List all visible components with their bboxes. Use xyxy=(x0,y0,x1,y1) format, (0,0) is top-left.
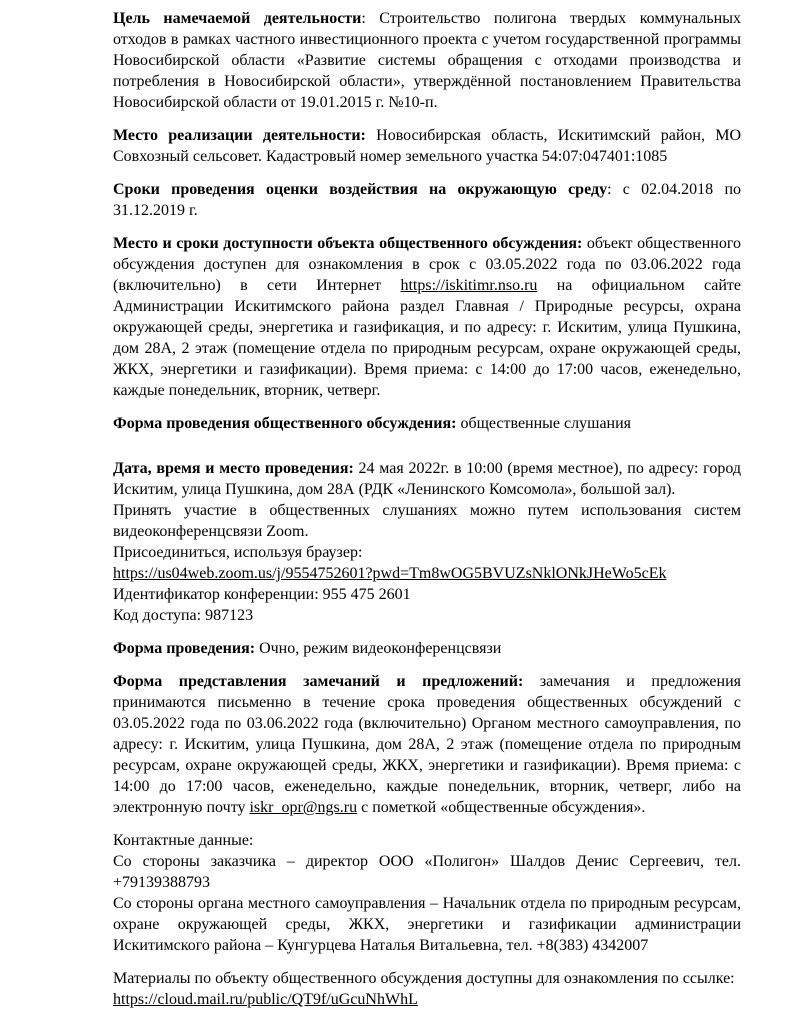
availability-label: Место и сроки доступности объекта общественного обсуждения: xyxy=(113,235,583,252)
location-text: Новосибирская область, Искитимский район, МО Совхозный сельсовет. Кадастровый номер земельного участка 54:07:047401:1085 xyxy=(113,127,741,165)
event-date-line xyxy=(113,458,741,500)
contacts-heading: Контактные данные: xyxy=(113,832,254,849)
paragraph-purpose xyxy=(113,8,741,113)
paragraph-discussion-format xyxy=(113,413,741,434)
location-label: Место реализации деятельности: xyxy=(113,127,366,144)
paragraph-event xyxy=(113,458,741,626)
event-join-prompt: Присоединиться, используя браузер: xyxy=(113,544,363,561)
contacts-authority: Со стороны органа местного самоуправления – Начальник отдела по природным ресурсам, охране окружающей среды, ЖКХ, энергетики и газификации администрации Искитимского района – Кунгурцева Наталья Витальевна, тел. +8(383) 4342007 xyxy=(113,895,741,954)
event-date-text: 24 мая 2022г. в 10:00 (время местное), по адресу: город Искитим, улица Пушкина, дом 28А (РДК «Ленинского Комсомола», большой зал). xyxy=(113,460,742,498)
paragraph-feedback xyxy=(113,671,741,818)
assessment-period-text: : с 02.04.2018 по 31.12.2019 г. xyxy=(113,181,742,219)
zoom-meeting-link[interactable]: https://us04web.zoom.us/j/9554752601?pwd=Tm8wOG5BVUZsNklONkJHeWo5cEk xyxy=(113,565,667,582)
iskitimr-site-link[interactable]: https://iskitimr.nso.ru xyxy=(400,277,538,294)
event-access-code: Код доступа: 987123 xyxy=(113,607,254,624)
paragraph-materials xyxy=(113,968,741,1010)
event-zoom-link-line xyxy=(113,563,741,584)
discussion-format-text: общественные слушания xyxy=(456,415,632,432)
feedback-label: Форма представления замечаний и предложений: xyxy=(113,673,524,690)
materials-text: Материалы по объекту общественного обсуждения доступны для ознакомления по ссылке: xyxy=(113,970,735,987)
paragraph-mode xyxy=(113,638,741,659)
feedback-email-link[interactable]: iskr_opr@ngs.ru xyxy=(249,799,358,816)
assessment-period-label: Сроки проведения оценки воздействия на окружающую среду xyxy=(113,181,608,198)
contacts-customer: Со стороны заказчика – директор ООО «Полигон» Шалдов Денис Сергеевич, тел. +79139388793 xyxy=(113,853,741,891)
event-conference-id: Идентификатор конференции: 955 475 2601 xyxy=(113,586,411,603)
paragraph-availability xyxy=(113,233,741,401)
purpose-label: Цель намечаемой деятельности xyxy=(113,10,362,27)
mode-text: Очно, режим видеоконференцсвязи xyxy=(255,640,502,657)
discussion-format-label: Форма проведения общественного обсуждения: xyxy=(113,415,457,432)
availability-text-after-link: на официальном сайте Администрации Искитимского района раздел Главная / Природные ресурсы, охрана окружающей среды, энергетика и газификация, и по адресу: г. Искитим, улица Пушкина, дом 28А, 2 этаж (помещение отдела по природным ресурсам, охране окружающей среды, ЖКХ, энергетики и газификации). Время приема: с 14:00 до 17:00 часов, еженедельно, каждые понедельник, вторник, четверг. xyxy=(113,277,742,399)
paragraph-assessment-period xyxy=(113,179,741,221)
paragraph-location xyxy=(113,125,741,167)
feedback-text-before-link: замечания и предложения принимаются письменно в течение срока проведения общественных обсуждений с 03.05.2022 года по 03.06.2022 года (включительно) Органом местного самоуправления, по адресу: г. Искитим, улица Пушкина, дом 28А, 2 этаж (помещение отдела по природным ресурсам, охране окружающей среды, ЖКХ, энергетики и газификации). Время приема: с 14:00 до 17:00 часов, еженедельно, каждые понедельник, вторник, четверг, либо на электронную почту xyxy=(113,673,741,816)
cloud-materials-link[interactable]: https://cloud.mail.ru/public/QT9f/uGcuNhWhL xyxy=(113,991,418,1008)
mode-label: Форма проведения: xyxy=(113,640,256,657)
availability-text-before-link: объект общественного обсуждения доступен для ознакомления в срок с 03.05.2022 года по 03.06.2022 года (включительно) в сети Интернет xyxy=(113,235,741,294)
event-zoom-note: Принять участие в общественных слушаниях можно путем использования систем видеоконференцсвязи Zoom. xyxy=(113,502,741,540)
purpose-text: : Строительство полигона твердых коммунальных отходов в рамках частного инвестиционного проекта с учетом государственной программы Новосибирской области «Развитие системы обращения с отходами производства и потребления в Новосибирской области», утверждённой постановлением Правительства Новосибирской области от 19.01.2015 г. №10-п. xyxy=(113,10,741,111)
event-label: Дата, время и место проведения: xyxy=(113,460,354,477)
materials-link-line xyxy=(113,989,741,1010)
feedback-text-after-link: с пометкой «общественные обсуждения». xyxy=(357,799,646,816)
paragraph-contacts xyxy=(113,830,741,956)
